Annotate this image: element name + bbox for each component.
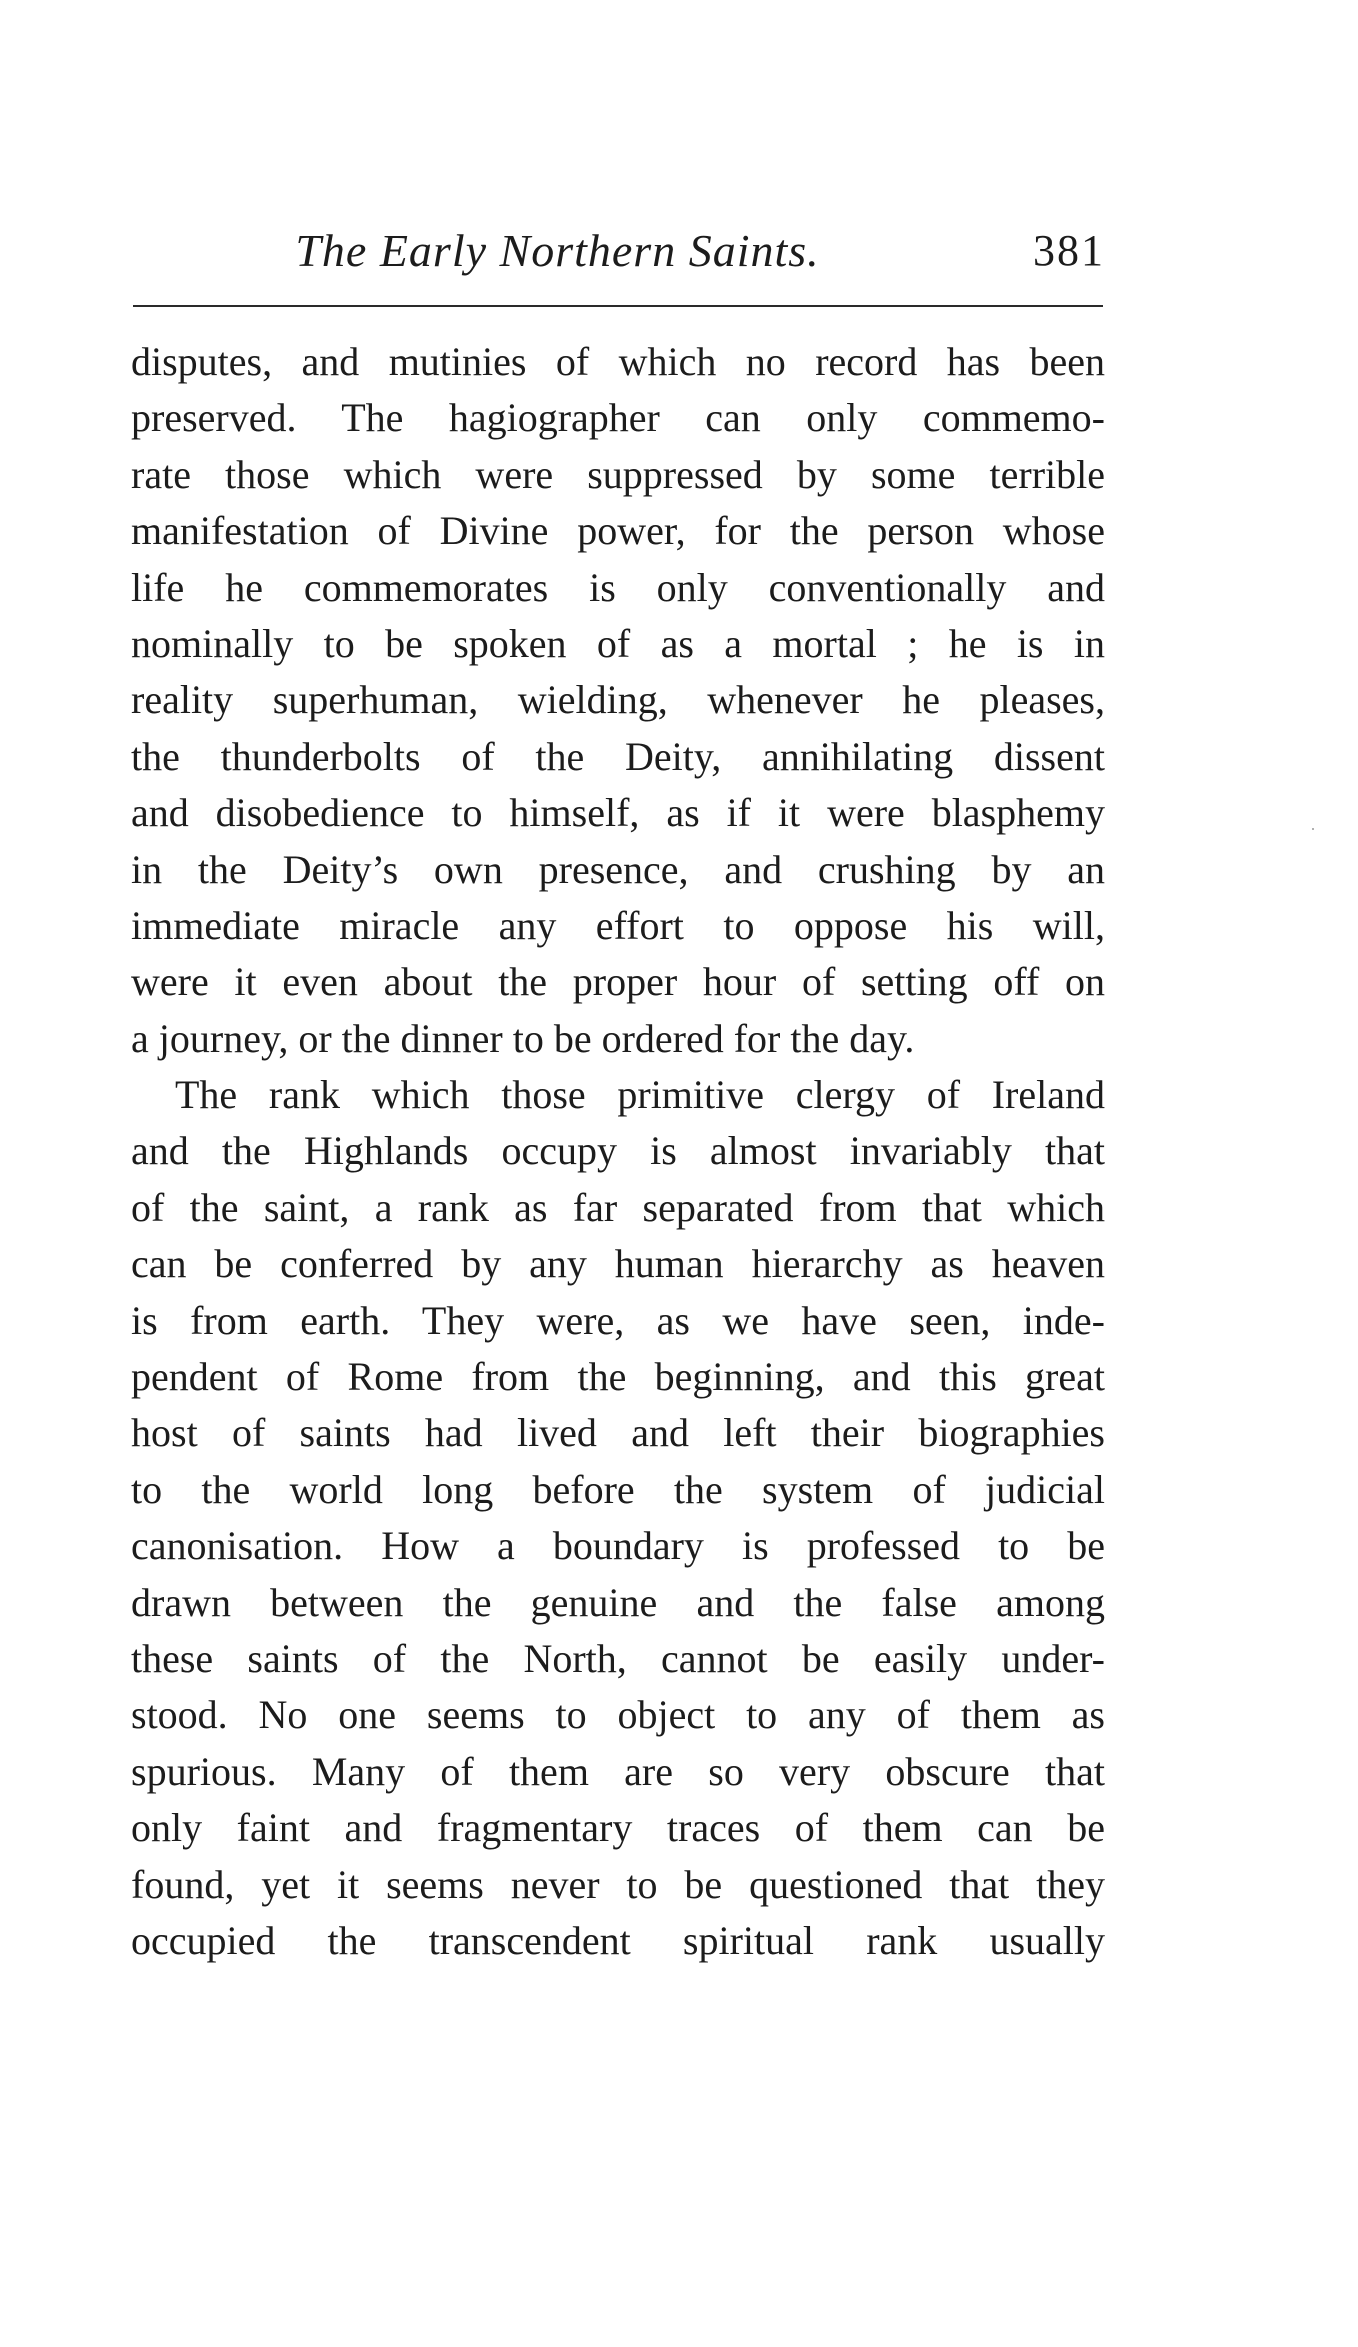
- text-line: disputes, and mutinies of which no record has been: [131, 339, 1105, 384]
- text-line: reality superhuman, wielding, whenever he pleases,: [131, 677, 1105, 723]
- text-line: is from earth. They were, as we have seen, inde-: [131, 1297, 1105, 1343]
- running-head: [130, 216, 1105, 286]
- stray-ink-mark: [1312, 828, 1314, 830]
- text-line: pendent of Rome from the beginning, and this great: [131, 1354, 1105, 1400]
- text-line: these saints of the North, cannot be easily under-: [131, 1635, 1105, 1681]
- text-line: The rank which those primitive clergy of Ireland: [175, 1072, 1105, 1118]
- text-line: drawn between the genuine and the false among: [131, 1579, 1105, 1625]
- text-line: a journey, or the dinner to be ordered for the day.: [131, 1015, 915, 1061]
- text-line: manifestation of Divine power, for the person whose: [131, 508, 1105, 554]
- text-line: and disobedience to himself, as if it were blasphemy: [131, 790, 1105, 836]
- text-line: life he commemorates is only conventionally and: [131, 564, 1105, 610]
- text-line: only faint and fragmentary traces of them can be: [131, 1805, 1105, 1851]
- text-line: were it even about the proper hour of setting off on: [131, 959, 1105, 1005]
- text-line: host of saints had lived and left their biographies: [131, 1410, 1105, 1456]
- text-line: can be conferred by any human hierarchy as heaven: [131, 1241, 1105, 1287]
- text-line: immediate miracle any effort to oppose his will,: [131, 902, 1105, 948]
- text-line: spurious. Many of them are so very obscure that: [131, 1748, 1105, 1794]
- text-line: occupied the transcendent spiritual rank usually: [131, 1917, 1105, 1963]
- paragraph-1: [131, 334, 1105, 1067]
- text-line: in the Deity’s own presence, and crushing by an: [131, 846, 1105, 892]
- body-text: [131, 334, 1105, 1969]
- text-line: found, yet it seems never to be questioned that they: [131, 1861, 1105, 1907]
- text-line: and the Highlands occupy is almost invariably that: [131, 1128, 1105, 1174]
- text-line: the thunderbolts of the Deity, annihilating dissent: [131, 733, 1105, 779]
- page-number: 381: [1033, 226, 1105, 275]
- text-line: stood. No one seems to object to any of them as: [131, 1692, 1105, 1738]
- running-title: The Early Northern Saints.: [295, 225, 820, 276]
- text-line: nominally to be spoken of as a mortal ; he is in: [131, 620, 1105, 666]
- text-line: rate those which were suppressed by some terrible: [131, 451, 1105, 497]
- header-rule: [133, 305, 1103, 307]
- text-line: to the world long before the system of judicial: [131, 1466, 1105, 1512]
- text-line: preserved. The hagiographer can only commemo-: [131, 395, 1105, 441]
- text-line: canonisation. How a boundary is professed to be: [131, 1523, 1105, 1569]
- paragraph-2: [131, 1067, 1105, 1969]
- text-line: of the saint, a rank as far separated from that which: [131, 1184, 1105, 1230]
